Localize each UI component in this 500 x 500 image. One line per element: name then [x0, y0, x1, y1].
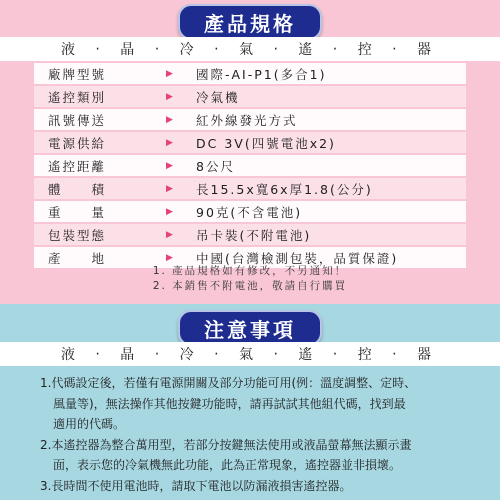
footnote: 2. 本銷售不附電池，敬請自行購買 — [152, 280, 348, 292]
spec-row — [34, 155, 466, 176]
arrow-icon: ▶ — [166, 252, 173, 263]
spec-row — [34, 178, 466, 199]
footnote: 1. 產品規格如有修改，不另通知！ — [152, 265, 348, 277]
spec-label: 重 量 — [48, 204, 107, 220]
notice-line: 1.代碼設定後，若僅有電源開關及部分功能可用(例：溫度調整、定時、 — [40, 376, 417, 390]
spec-row — [34, 86, 466, 107]
notice-item — [40, 435, 460, 476]
spec-value: 冷氣機 — [196, 89, 240, 105]
spec-label: 電源供給 — [48, 135, 107, 151]
notice-line: 3.長時間不使用電池時，請取下電池以防漏液損害遙控器。 — [40, 478, 352, 493]
arrow-icon: ▶ — [166, 206, 173, 217]
spec-value: DC 3V(四號電池x2) — [196, 135, 336, 151]
spec-title: 產品規格 — [178, 4, 322, 40]
spec-table — [34, 63, 466, 270]
spec-label: 遙控距離 — [48, 158, 107, 174]
spec-value: 國際-AI-P1(多合1) — [196, 66, 327, 82]
spec-row — [34, 201, 466, 222]
spec-label: 訊號傳送 — [48, 112, 107, 128]
notice-item — [40, 373, 460, 435]
spec-footnotes — [0, 264, 500, 294]
arrow-icon: ▶ — [166, 183, 173, 194]
spec-value: 紅外線發光方式 — [196, 112, 298, 128]
spec-label: 產 地 — [48, 250, 107, 266]
spec-label: 遙控類別 — [48, 89, 107, 105]
notice-item — [40, 476, 460, 497]
spec-subtitle: 液 ‧ 晶 ‧ 冷 ‧ 氣 ‧ 遙 ‧ 控 ‧ 器 — [0, 37, 500, 61]
notice-title: 注意事項 — [178, 310, 322, 346]
spec-value: 長15.5x寬6x厚1.8(公分) — [196, 181, 373, 197]
notice-line: 2.本遙控器為整合萬用型，若部分按鍵無法使用或液晶螢幕無法顯示畫 — [40, 437, 412, 452]
notice-line: 適用的代碼。 — [53, 417, 126, 431]
spec-value: 吊卡裝(不附電池) — [196, 227, 312, 243]
notice-list — [40, 373, 460, 496]
spec-value: 90克(不含電池) — [196, 204, 303, 220]
spec-label: 包裝型態 — [48, 227, 107, 243]
arrow-icon: ▶ — [166, 229, 173, 240]
spec-row — [34, 63, 466, 84]
arrow-icon: ▶ — [166, 68, 173, 79]
spec-value: 中國(台灣檢測包裝，品質保證) — [196, 250, 399, 266]
arrow-icon: ▶ — [166, 160, 173, 171]
spec-row — [34, 132, 466, 153]
spec-label: 體 積 — [48, 181, 107, 197]
spec-row — [34, 224, 466, 245]
spec-value: 8公尺 — [196, 158, 235, 174]
arrow-icon: ▶ — [166, 137, 173, 148]
spec-row — [34, 109, 466, 130]
arrow-icon: ▶ — [166, 114, 173, 125]
arrow-icon: ▶ — [166, 91, 173, 102]
notice-line: 風量等)，無法操作其他按鍵功能時，請再試試其他組代碼，找到最 — [53, 396, 406, 411]
spec-label: 廠牌型號 — [48, 66, 107, 82]
notice-line: 面，表示您的冷氣機無此功能，此為正常現象，遙控器並非損壞。 — [53, 458, 402, 472]
notice-subtitle: 液 ‧ 晶 ‧ 冷 ‧ 氣 ‧ 遙 ‧ 控 ‧ 器 — [0, 342, 500, 366]
